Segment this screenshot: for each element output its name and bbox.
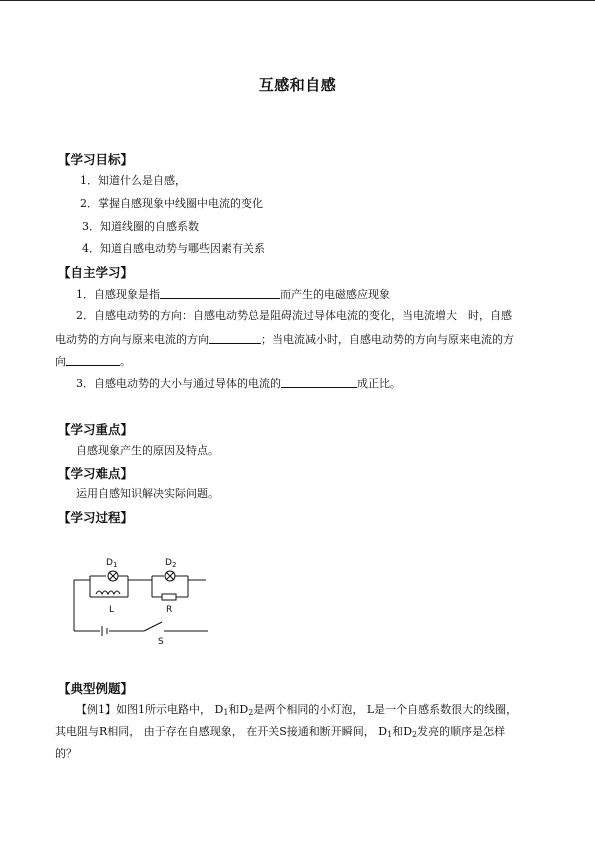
example-1-line-2-b: 和D xyxy=(392,725,413,738)
difficulties-text: 运用自感知识解决实际问题。 xyxy=(76,487,219,500)
self-study-item-1-after: 而产生的电磁感应现象 xyxy=(280,288,390,301)
top-rule xyxy=(0,0,595,1)
label-d2: $D_2$ xyxy=(165,558,177,569)
example-1-line-3: 的？ xyxy=(55,747,77,760)
objective-item-1: 1．知道什么是自感， xyxy=(80,174,186,187)
example-1-label: 【例1】 xyxy=(76,703,116,716)
self-study-item-3-after: 成正比。 xyxy=(357,377,401,390)
self-study-item-2-line-3-after: 。 xyxy=(120,355,131,368)
example-1-text-a: 如图1所示电路中， D xyxy=(116,703,224,716)
resistor-r xyxy=(162,594,176,600)
process-heading: 【学习过程】 xyxy=(58,510,134,525)
self-study-item-2-line-3-before: 向 xyxy=(55,355,66,368)
page-title: 互感和自感 xyxy=(258,76,337,94)
fill-blank-1[interactable] xyxy=(160,287,280,299)
example-1-text-b: 和D xyxy=(228,703,249,716)
label-r: R xyxy=(166,605,173,615)
self-study-item-2-line-3 xyxy=(55,354,131,369)
inductor-coil xyxy=(96,591,120,594)
switch-s-blade xyxy=(144,622,162,631)
label-d1: $D_1$ xyxy=(106,558,118,569)
example-1-line-2-c: 发亮的顺序是怎样 xyxy=(417,725,506,738)
example-1-text-c: 是两个相同的小灯泡， L是一个自感系数很大的线圈， xyxy=(253,703,518,716)
difficulties-heading: 【学习难点】 xyxy=(58,466,134,481)
subscript: 2 xyxy=(248,708,254,717)
objectives-heading: 【学习目标】 xyxy=(58,152,134,167)
objective-item-4: 4．知道自感电动势与哪些因素有关系 xyxy=(82,242,265,255)
self-study-item-2-line-2 xyxy=(55,332,514,347)
key-points-text: 自感现象产生的原因及特点。 xyxy=(76,444,219,457)
subscript: 1 xyxy=(223,708,229,717)
example-1-line-2-a: 其电阻与R相同， 由于存在自感现象， 在开关S接通和断开瞬间， D xyxy=(55,725,388,738)
label-s: S xyxy=(158,637,164,647)
self-study-item-2-line-2-after: ；当电流减小时，自感电动势的方向与原来电流的方 xyxy=(261,333,514,346)
example-1-line-1 xyxy=(76,703,517,720)
self-study-item-2-line-1: 2．自感电动势的方向：自感电动势总是阻碍流过导体电流的变化，当电流增大 时，自感 xyxy=(76,309,512,322)
subscript: 1 xyxy=(387,730,393,739)
self-study-item-3-before: 3．自感电动势的大小与通过导体的电流的 xyxy=(76,377,281,390)
examples-heading: 【典型例题】 xyxy=(58,681,134,696)
circuit-diagram xyxy=(66,552,216,647)
self-study-heading: 【自主学习】 xyxy=(58,265,134,280)
self-study-item-3 xyxy=(76,376,401,391)
self-study-item-1-before: 1．自感现象是指 xyxy=(76,288,160,301)
subscript: 2 xyxy=(412,730,418,739)
example-1-line-2 xyxy=(55,725,505,742)
self-study-item-2-line-2-before: 电动势的方向与原来电流的方向 xyxy=(55,333,209,346)
key-points-heading: 【学习重点】 xyxy=(58,422,134,437)
objective-item-3: 3．知道线圈的自感系数 xyxy=(82,220,199,233)
fill-blank-3[interactable] xyxy=(66,354,120,366)
fill-blank-2[interactable] xyxy=(209,332,261,344)
self-study-item-1 xyxy=(76,287,390,302)
label-l: L xyxy=(109,605,115,615)
fill-blank-4[interactable] xyxy=(281,376,357,388)
objective-item-2: 2．掌握自感现象中线圈中电流的变化 xyxy=(80,197,263,210)
